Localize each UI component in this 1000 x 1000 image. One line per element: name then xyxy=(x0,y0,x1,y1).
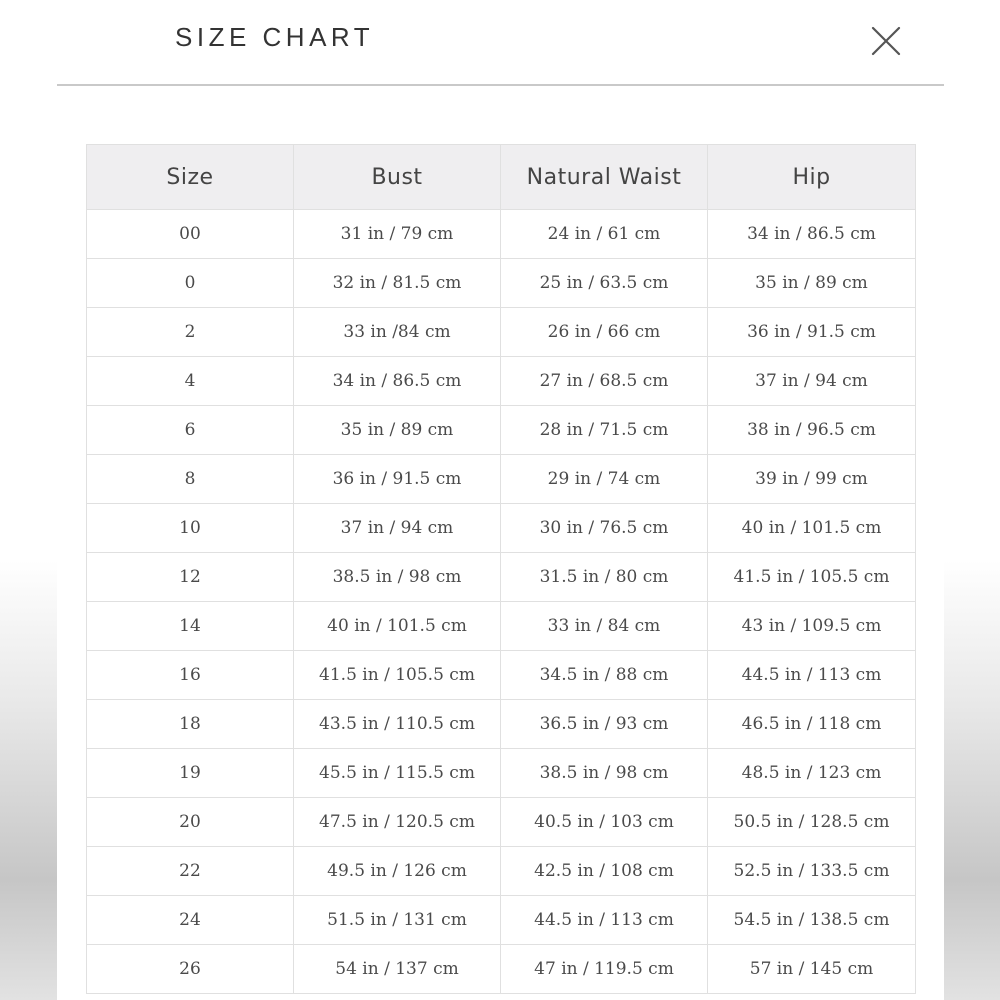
table-row xyxy=(87,504,916,553)
table-row xyxy=(87,357,916,406)
cell-natural-waist: 33 in / 84 cm xyxy=(501,602,708,651)
cell-bust: 51.5 in / 131 cm xyxy=(294,896,501,945)
cell-bust: 36 in / 91.5 cm xyxy=(294,455,501,504)
cell-bust: 54 in / 137 cm xyxy=(294,945,501,994)
cell-natural-waist: 30 in / 76.5 cm xyxy=(501,504,708,553)
table-row xyxy=(87,308,916,357)
cell-hip: 41.5 in / 105.5 cm xyxy=(708,553,916,602)
table-row xyxy=(87,945,916,994)
cell-size: 6 xyxy=(87,406,294,455)
table-row xyxy=(87,602,916,651)
cell-bust: 47.5 in / 120.5 cm xyxy=(294,798,501,847)
cell-natural-waist: 40.5 in / 103 cm xyxy=(501,798,708,847)
cell-size: 16 xyxy=(87,651,294,700)
cell-natural-waist: 27 in / 68.5 cm xyxy=(501,357,708,406)
cell-natural-waist: 47 in / 119.5 cm xyxy=(501,945,708,994)
size-table-container[interactable] xyxy=(86,144,915,994)
cell-bust: 43.5 in / 110.5 cm xyxy=(294,700,501,749)
cell-hip: 37 in / 94 cm xyxy=(708,357,916,406)
cell-size: 24 xyxy=(87,896,294,945)
cell-bust: 31 in / 79 cm xyxy=(294,210,501,259)
cell-bust: 40 in / 101.5 cm xyxy=(294,602,501,651)
table-row xyxy=(87,798,916,847)
cell-size: 0 xyxy=(87,259,294,308)
cell-size: 20 xyxy=(87,798,294,847)
table-row xyxy=(87,749,916,798)
cell-hip: 57 in / 145 cm xyxy=(708,945,916,994)
cell-hip: 35 in / 89 cm xyxy=(708,259,916,308)
cell-natural-waist: 28 in / 71.5 cm xyxy=(501,406,708,455)
size-table xyxy=(86,144,916,994)
cell-natural-waist: 42.5 in / 108 cm xyxy=(501,847,708,896)
cell-hip: 36 in / 91.5 cm xyxy=(708,308,916,357)
table-row xyxy=(87,700,916,749)
cell-size: 14 xyxy=(87,602,294,651)
cell-hip: 50.5 in / 128.5 cm xyxy=(708,798,916,847)
header-natural-waist: Natural Waist xyxy=(501,145,708,210)
table-row xyxy=(87,259,916,308)
cell-size: 22 xyxy=(87,847,294,896)
size-chart-modal xyxy=(57,0,944,1000)
cell-hip: 54.5 in / 138.5 cm xyxy=(708,896,916,945)
close-icon xyxy=(867,22,905,60)
table-row xyxy=(87,553,916,602)
close-button[interactable] xyxy=(867,22,905,60)
cell-natural-waist: 31.5 in / 80 cm xyxy=(501,553,708,602)
cell-size: 2 xyxy=(87,308,294,357)
table-row xyxy=(87,406,916,455)
table-row xyxy=(87,896,916,945)
cell-bust: 33 in /84 cm xyxy=(294,308,501,357)
cell-size: 12 xyxy=(87,553,294,602)
cell-size: 4 xyxy=(87,357,294,406)
cell-bust: 38.5 in / 98 cm xyxy=(294,553,501,602)
modal-title: SIZE CHART xyxy=(175,22,375,52)
cell-natural-waist: 29 in / 74 cm xyxy=(501,455,708,504)
cell-hip: 46.5 in / 118 cm xyxy=(708,700,916,749)
cell-natural-waist: 44.5 in / 113 cm xyxy=(501,896,708,945)
header-size: Size xyxy=(87,145,294,210)
cell-hip: 40 in / 101.5 cm xyxy=(708,504,916,553)
cell-bust: 34 in / 86.5 cm xyxy=(294,357,501,406)
cell-bust: 41.5 in / 105.5 cm xyxy=(294,651,501,700)
table-body xyxy=(87,210,916,994)
cell-bust: 37 in / 94 cm xyxy=(294,504,501,553)
cell-natural-waist: 24 in / 61 cm xyxy=(501,210,708,259)
table-row xyxy=(87,651,916,700)
table-row xyxy=(87,210,916,259)
cell-hip: 39 in / 99 cm xyxy=(708,455,916,504)
cell-natural-waist: 25 in / 63.5 cm xyxy=(501,259,708,308)
cell-bust: 45.5 in / 115.5 cm xyxy=(294,749,501,798)
cell-hip: 38 in / 96.5 cm xyxy=(708,406,916,455)
cell-natural-waist: 34.5 in / 88 cm xyxy=(501,651,708,700)
cell-natural-waist: 36.5 in / 93 cm xyxy=(501,700,708,749)
cell-size: 10 xyxy=(87,504,294,553)
cell-size: 19 xyxy=(87,749,294,798)
cell-hip: 52.5 in / 133.5 cm xyxy=(708,847,916,896)
cell-hip: 34 in / 86.5 cm xyxy=(708,210,916,259)
cell-size: 26 xyxy=(87,945,294,994)
cell-bust: 35 in / 89 cm xyxy=(294,406,501,455)
cell-hip: 44.5 in / 113 cm xyxy=(708,651,916,700)
cell-natural-waist: 26 in / 66 cm xyxy=(501,308,708,357)
cell-bust: 32 in / 81.5 cm xyxy=(294,259,501,308)
cell-size: 8 xyxy=(87,455,294,504)
table-header-row xyxy=(87,145,916,210)
cell-size: 18 xyxy=(87,700,294,749)
header-hip: Hip xyxy=(708,145,916,210)
cell-hip: 43 in / 109.5 cm xyxy=(708,602,916,651)
cell-natural-waist: 38.5 in / 98 cm xyxy=(501,749,708,798)
cell-hip: 48.5 in / 123 cm xyxy=(708,749,916,798)
table-row xyxy=(87,847,916,896)
modal-header xyxy=(57,0,944,86)
table-row xyxy=(87,455,916,504)
cell-size: 00 xyxy=(87,210,294,259)
cell-bust: 49.5 in / 126 cm xyxy=(294,847,501,896)
header-bust: Bust xyxy=(294,145,501,210)
